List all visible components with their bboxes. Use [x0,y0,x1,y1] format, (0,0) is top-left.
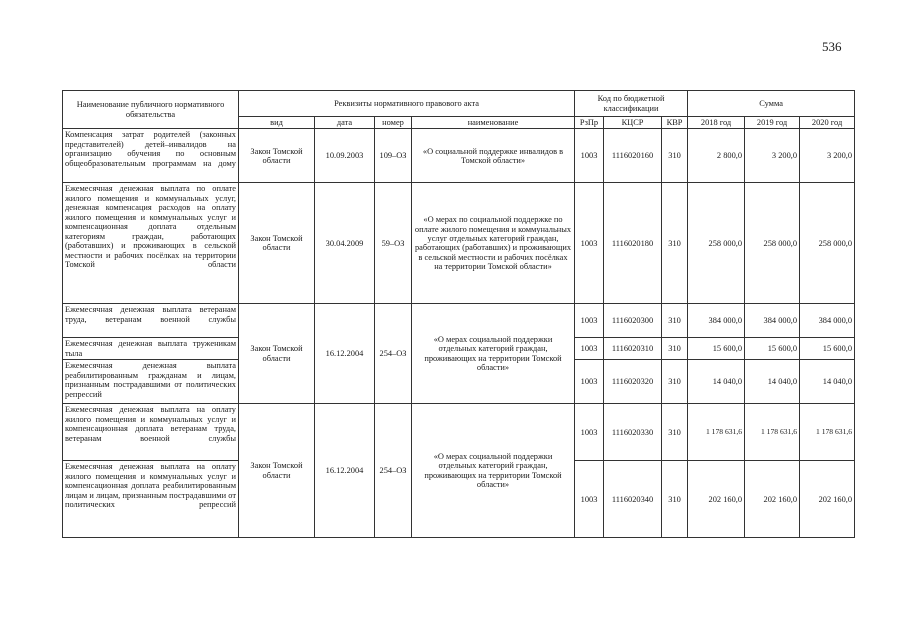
obligation-name: Ежемесячная денежная выплата труженикам тыла [63,338,239,360]
kvr: 310 [662,129,688,183]
sum-2020: 1 178 631,6 [800,404,855,461]
kvr: 310 [662,461,688,538]
act-type: Закон Томской области [239,183,315,304]
act-date: 16.12.2004 [315,404,375,538]
sum-2020: 14 040,0 [800,360,855,404]
rzpr: 1003 [575,183,604,304]
kcsr: 1116020310 [604,338,662,360]
sum-2018: 202 160,0 [688,461,745,538]
table-row [63,404,855,461]
sum-2020: 3 200,0 [800,129,855,183]
kvr: 310 [662,404,688,461]
kcsr: 1116020180 [604,183,662,304]
sum-2018: 15 600,0 [688,338,745,360]
header-rzpr: РзПр [575,117,604,129]
kvr: 310 [662,304,688,338]
header-sum: Сумма [688,91,855,117]
rzpr: 1003 [575,129,604,183]
act-date: 16.12.2004 [315,304,375,404]
header-kcsr: КЦСР [604,117,662,129]
header-requisites: Реквизиты нормативного правового акта [239,91,575,117]
kcsr: 1116020320 [604,360,662,404]
act-title: «О мерах социальной поддержки отдельных категорий граждан, проживающих на территории Томской области» [412,404,575,538]
kcsr: 1116020300 [604,304,662,338]
obligation-name: Ежемесячная денежная выплата на оплату жилого помещения и коммунальных услуг и компенсационная доплата реабилитированным лицам и лицам, признанным пострадавшими от политических репрессий [63,461,239,538]
header-budget-code: Код по бюджетной классификации [575,91,688,117]
act-number: 254–ОЗ [375,404,412,538]
table-row [63,129,855,183]
kvr: 310 [662,338,688,360]
sum-2019: 1 178 631,6 [745,404,800,461]
act-type: Закон Томской области [239,304,315,404]
sum-2019: 258 000,0 [745,183,800,304]
kcsr: 1116020160 [604,129,662,183]
header-date: дата [315,117,375,129]
act-type: Закон Томской области [239,404,315,538]
act-number: 59–ОЗ [375,183,412,304]
table-row [63,304,855,338]
sum-2020: 384 000,0 [800,304,855,338]
act-date: 30.04.2009 [315,183,375,304]
act-number: 109–ОЗ [375,129,412,183]
page-number: 536 [822,39,842,54]
obligation-name: Ежемесячная денежная выплата реабилитированным гражданам и лицам, признанным пострадавшими от политических репрессий [63,360,239,404]
rzpr: 1003 [575,338,604,360]
act-type: Закон Томской области [239,129,315,183]
sum-2020: 258 000,0 [800,183,855,304]
table-row [63,183,855,304]
act-date: 10.09.2003 [315,129,375,183]
header-title: наименование [412,117,575,129]
kvr: 310 [662,360,688,404]
header-vid: вид [239,117,315,129]
sum-2019: 3 200,0 [745,129,800,183]
sum-2019: 202 160,0 [745,461,800,538]
rzpr: 1003 [575,360,604,404]
obligation-name: Ежемесячная денежная выплата на оплату жилого помещения и коммунальных услуг и компенсационная доплата ветеранам труда, ветеранам военной службы [63,404,239,461]
act-title: «О мерах социальной поддержки отдельных категорий граждан, проживающих на территории Томской области» [412,304,575,404]
sum-2019: 384 000,0 [745,304,800,338]
kvr: 310 [662,183,688,304]
rzpr: 1003 [575,304,604,338]
header-number: номер [375,117,412,129]
header-2018: 2018 год [688,117,745,129]
header-2020: 2020 год [800,117,855,129]
kcsr: 1116020330 [604,404,662,461]
sum-2020: 202 160,0 [800,461,855,538]
obligation-name: Ежемесячная денежная выплата ветеранам труда, ветеранам военной службы [63,304,239,338]
kcsr: 1116020340 [604,461,662,538]
sum-2020: 15 600,0 [800,338,855,360]
obligation-name: Компенсация затрат родителей (законных представителей) детей–инвалидов на организацию обучения по основным общеобразовательным программам на дому [63,129,239,183]
sum-2018: 1 178 631,6 [688,404,745,461]
act-number: 254–ОЗ [375,304,412,404]
sum-2018: 2 800,0 [688,129,745,183]
act-title: «О мерах по социальной поддержке по оплате жилого помещения и коммунальных услуг отдельных категорий граждан, работающих (работавших) и проживающих в сельской местности и рабочих посёлках на территории Томской области» [412,183,575,304]
obligation-name: Ежемесячная денежная выплата по оплате жилого помещения и коммунальных услуг, денежная компенсация расходов на оплату жилого помещения и коммунальных услуг и компенсационная доплата отдельным категориям граждан, работающих (работавших) и проживающих в сельской местности и рабочих посёлках на территории Томской области [63,183,239,304]
sum-2018: 258 000,0 [688,183,745,304]
sum-2018: 14 040,0 [688,360,745,404]
obligations-table [62,90,855,538]
act-title: «О социальной поддержке инвалидов в Томской области» [412,129,575,183]
header-kvr: КВР [662,117,688,129]
sum-2019: 15 600,0 [745,338,800,360]
sum-2019: 14 040,0 [745,360,800,404]
sum-2018: 384 000,0 [688,304,745,338]
rzpr: 1003 [575,404,604,461]
header-name: Наименование публичного нормативного обязательства [63,91,239,129]
rzpr: 1003 [575,461,604,538]
header-2019: 2019 год [745,117,800,129]
